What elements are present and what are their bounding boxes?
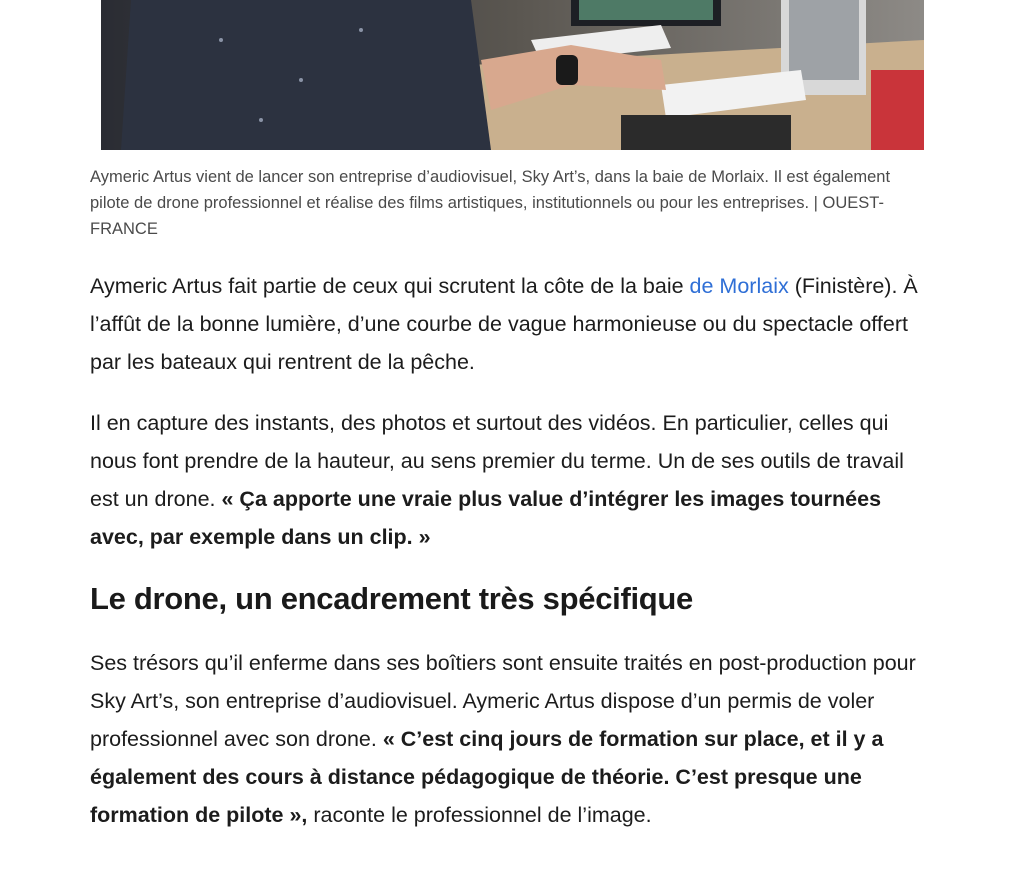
paragraph-3-text: Ses trésors qu’il enferme dans ses boîtiers sont ensuite traités en post-production pour Sky Art’s, son entreprise d’audiovisuel. Aymeric Artus dispose d’un permis de voler professionnel avec son drone. [90, 651, 916, 751]
paragraph-3-quote: « C’est cinq jours de formation sur place, et il y a également des cours à distance pédagogique de théorie. C’est presque une formation de pilote », [90, 727, 884, 827]
section-heading: Le drone, un encadrement très spécifique [90, 581, 693, 616]
paragraph-2-text: Il en capture des instants, des photos et surtout des vidéos. En particulier, celles qui nous font prendre de la hauteur, au sens premier du terme. Un de ses outils de travail est un drone. [90, 411, 904, 511]
paragraph-3 [90, 644, 935, 834]
paragraph-2-quote: « Ça apporte une vraie plus value d’intégrer les images tournées avec, par exemple dans un clip. » [90, 487, 882, 549]
paragraph-1 [90, 267, 935, 381]
article-body [90, 267, 935, 857]
paragraph-2 [90, 404, 935, 556]
photo-caption: Aymeric Artus vient de lancer son entreprise d’audiovisuel, Sky Art’s, dans la baie de Morlaix. Il est également pilote de drone professionnel et réalise des films artistiques, institutionnels ou pour les entreprises. | OUEST-FRANCE [90, 168, 891, 238]
paragraph-1-text: Aymeric Artus fait partie de ceux qui scrutent la côte de la baie [90, 274, 690, 298]
paragraph-3-text-after: raconte le professionnel de l’image. [307, 803, 652, 827]
article-photo [101, 0, 924, 150]
morlaix-link[interactable]: de Morlaix [689, 274, 789, 298]
paragraph-1-text-after: (Finistère). À l’affût de la bonne lumière, d’une courbe de vague harmonieuse ou du spectacle offert par les bateaux qui rentrent de la pêche. [90, 274, 918, 374]
photo-illustration [101, 0, 924, 150]
